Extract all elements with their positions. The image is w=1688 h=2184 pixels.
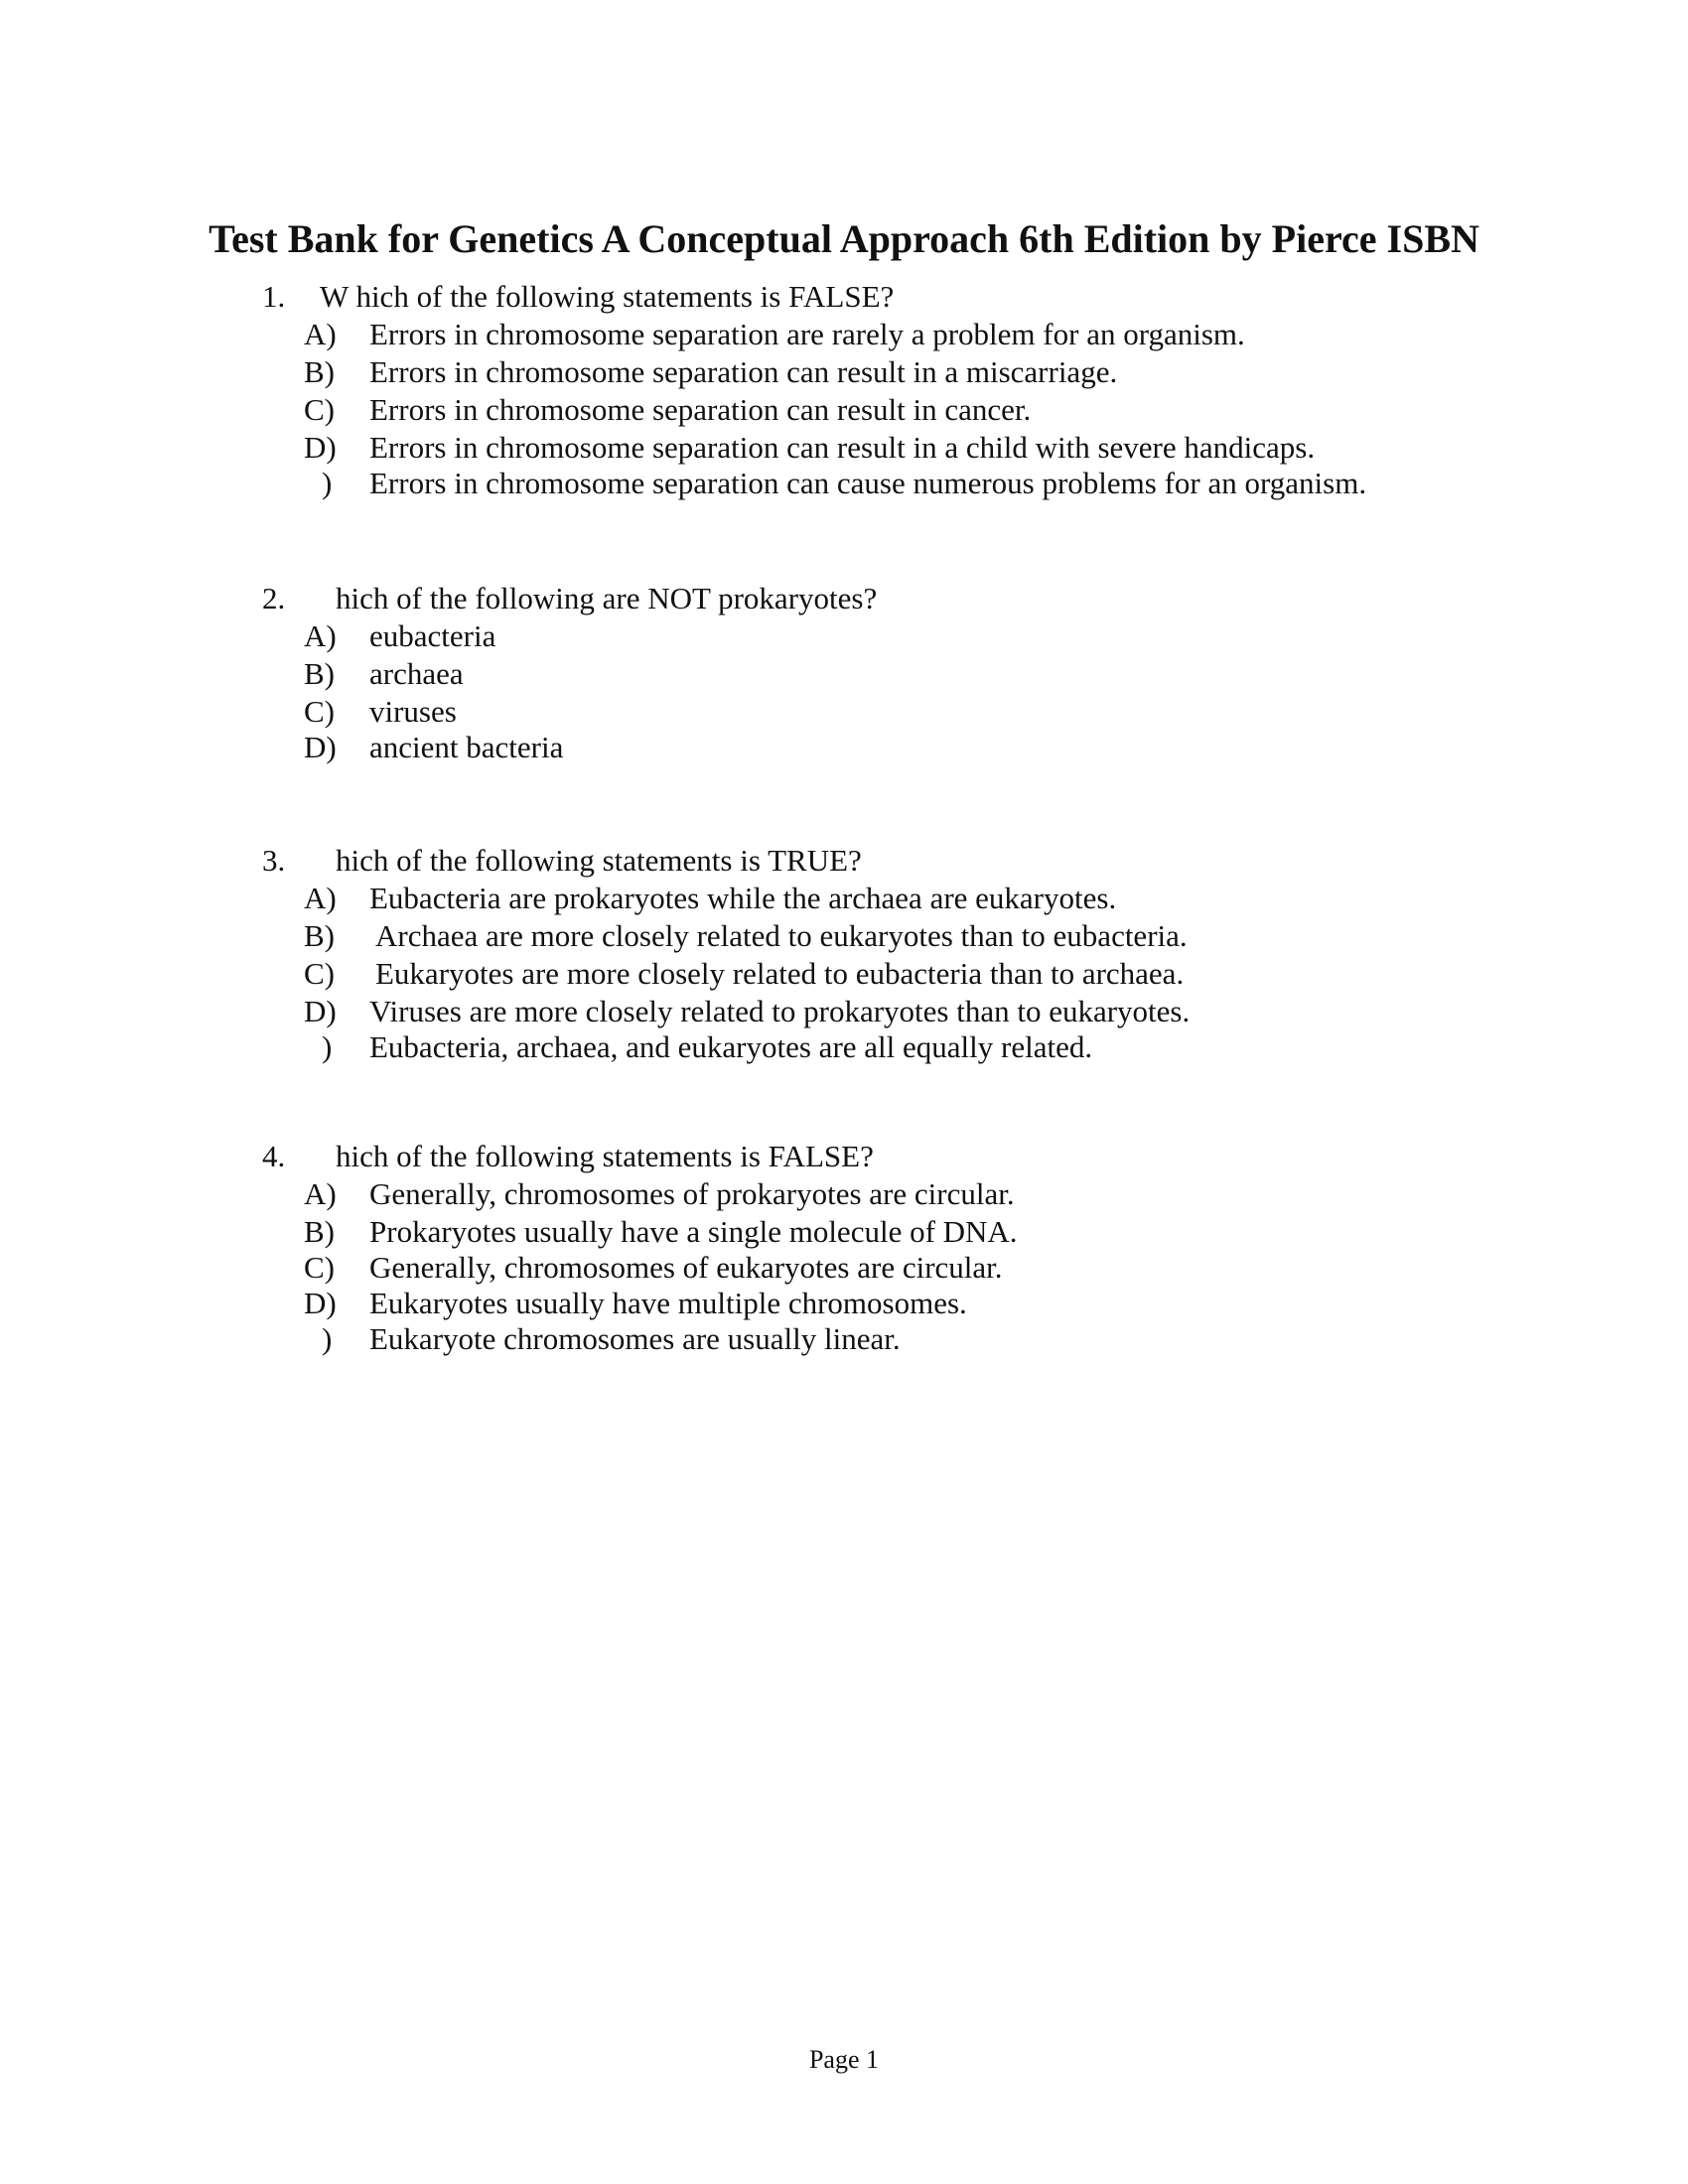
option-label: ) — [322, 1321, 333, 1356]
option-label: D) — [304, 994, 337, 1028]
question-text: hich of the following statements is FALSE? — [336, 1139, 874, 1173]
option-label: ) — [322, 466, 333, 500]
option-text: Errors in chromosome separation can result in a child with severe handicaps. — [369, 430, 1316, 465]
page-number: Page 1 — [808, 2045, 880, 2074]
option-text: Errors in chromosome separation are rarely a problem for an organism. — [369, 317, 1245, 351]
option-text: Eubacteria, archaea, and eukaryotes are all equally related. — [369, 1029, 1093, 1064]
question-text: hich of the following statements is TRUE? — [336, 843, 862, 878]
option-text: Eubacteria are prokaryotes while the archaea are eukaryotes. — [369, 881, 1117, 915]
option-text: Prokaryotes usually have a single molecule of DNA. — [369, 1214, 1018, 1249]
option-text: Eukaryote chromosomes are usually linear. — [369, 1321, 901, 1356]
option-label: A) — [304, 317, 337, 351]
question-text: W hich of the following statements is FALSE? — [320, 279, 895, 314]
option-text: Archaea are more closely related to eukaryotes than to eubacteria. — [375, 918, 1188, 953]
option-label: C) — [304, 694, 335, 729]
question-text: hich of the following are NOT prokaryotes? — [336, 581, 878, 615]
question-number: 1. — [262, 279, 286, 314]
option-label: D) — [304, 730, 337, 764]
option-text: eubacteria — [369, 618, 496, 653]
option-label: C) — [304, 392, 335, 427]
option-label: A) — [304, 618, 337, 653]
option-label: A) — [304, 881, 337, 915]
option-label: D) — [304, 1286, 337, 1320]
option-label: ) — [322, 1029, 333, 1064]
question-number: 3. — [262, 843, 286, 878]
option-text: Eukaryotes are more closely related to eubacteria than to archaea. — [375, 956, 1185, 991]
option-text: ancient bacteria — [369, 730, 564, 764]
option-label: A) — [304, 1176, 337, 1211]
option-text: Errors in chromosome separation can cause numerous problems for an organism. — [369, 466, 1367, 500]
option-text: Eukaryotes usually have multiple chromosomes. — [369, 1286, 967, 1320]
option-label: B) — [304, 1214, 335, 1249]
document-title: Test Bank for Genetics A Conceptual Approach 6th Edition by Pierce ISBN — [209, 215, 1479, 261]
option-text: Viruses are more closely related to prokaryotes than to eukaryotes. — [369, 994, 1191, 1028]
option-text: Generally, chromosomes of eukaryotes are circular. — [369, 1250, 1003, 1285]
option-text: archaea — [369, 656, 464, 691]
question-number: 4. — [262, 1139, 286, 1173]
option-label: B) — [304, 354, 335, 389]
option-label: D) — [304, 430, 337, 465]
option-text: Errors in chromosome separation can result in cancer. — [369, 392, 1032, 427]
option-label: C) — [304, 1250, 335, 1285]
option-label: C) — [304, 956, 335, 991]
option-label: B) — [304, 918, 335, 953]
question-number: 2. — [262, 581, 286, 615]
option-text: Generally, chromosomes of prokaryotes are circular. — [369, 1176, 1015, 1211]
option-label: B) — [304, 656, 335, 691]
option-text: Errors in chromosome separation can result in a miscarriage. — [369, 354, 1118, 389]
option-text: viruses — [369, 694, 457, 729]
